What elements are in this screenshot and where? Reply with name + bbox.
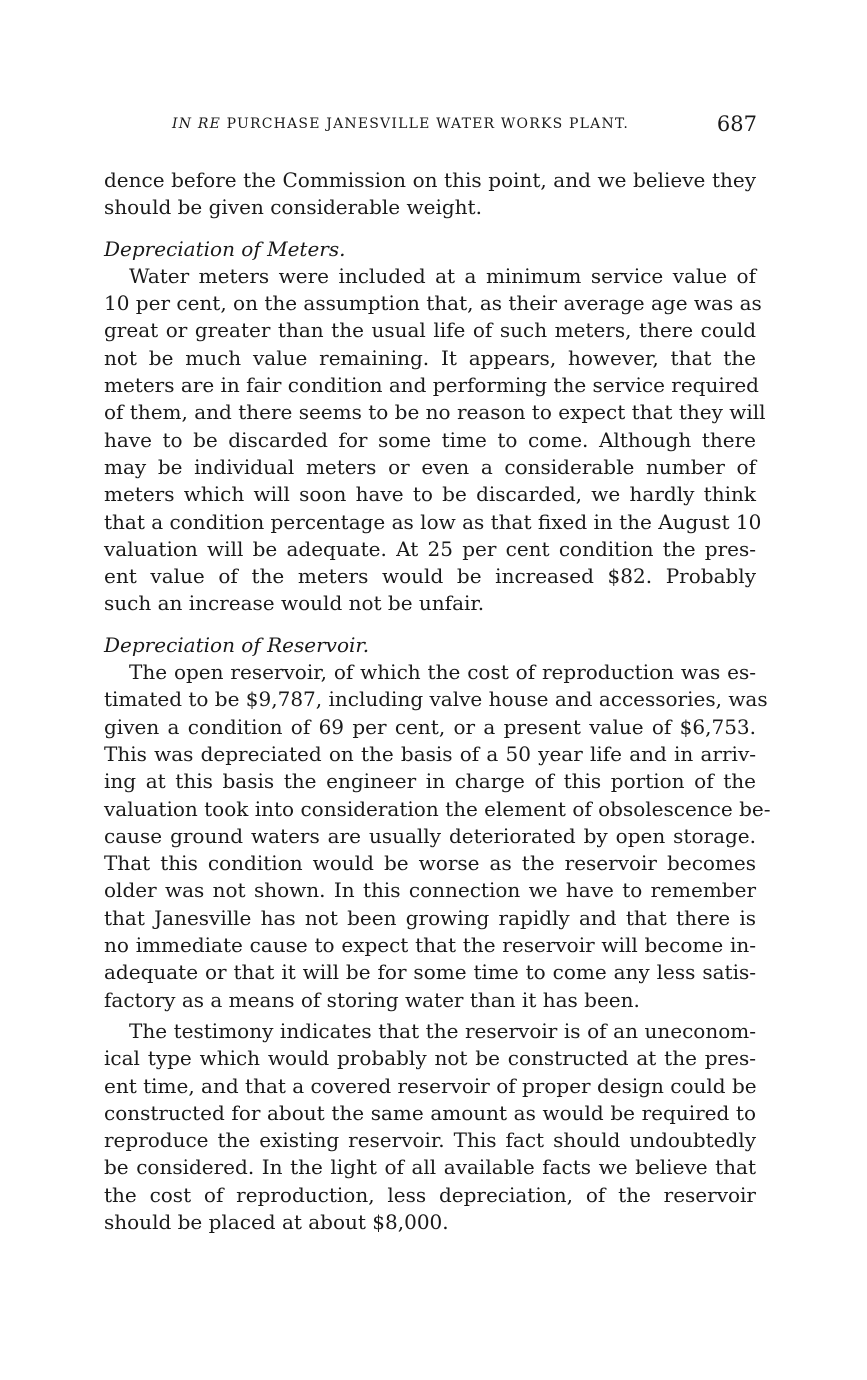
text-line: meters are in fair condition and performing the service required (104, 373, 759, 398)
text-line: ing at this basis the engineer in charge of this portion of the (104, 769, 756, 794)
meters-paragraph (104, 263, 766, 618)
text-line: ent time, and that a covered reservoir of proper design could be (104, 1073, 757, 1098)
text-line: The testimony indicates that the reservoir is of an uneconom- (129, 1018, 756, 1043)
text-line: may be individual meters or even a considerable number of (104, 454, 756, 479)
text-line: Water meters were included at a minimum service value of (129, 263, 756, 288)
text-line: valuation took into consideration the element of obsolescence be- (104, 796, 771, 821)
section-heading-reservoir: Depreciation of Reservoir. (104, 632, 370, 657)
text-line: such an increase would not be unfair. (104, 591, 485, 616)
section-heading-meters: Depreciation of Meters. (104, 236, 346, 261)
text-line: dence before the Commission on this point, and we believe they (104, 168, 756, 192)
text-line: ical type which would probably not be constructed at the pres- (104, 1046, 756, 1071)
text-line: reproduce the existing reservoir. This fact should undoubtedly (104, 1128, 756, 1153)
running-title-italic: IN RE (172, 116, 221, 132)
section-meters (104, 236, 766, 618)
text-line: That this condition would be worse as the reservoir becomes (104, 851, 756, 876)
text-line: given a condition of 69 per cent, or a present value of $6,753. (104, 714, 756, 739)
text-line: This was depreciated on the basis of a 50 year life and in arriv- (104, 741, 756, 766)
reservoir-paragraph-1 (104, 659, 771, 1014)
text-line: timated to be $9,787, including valve house and accessories, was (104, 687, 768, 712)
section-reservoir (104, 632, 771, 1237)
text-line: of them, and there seems to be no reason to expect that they will (104, 400, 766, 425)
text-line: adequate or that it will be for some time to come any less satis- (104, 960, 756, 985)
text-line: ent value of the meters would be increased $82. Probably (104, 564, 756, 589)
text-line: meters which will soon have to be discarded, we hardly think (104, 482, 756, 507)
body-text (104, 167, 771, 1236)
text-line: the cost of reproduction, less depreciation, of the reservoir (104, 1182, 756, 1207)
page-number: 687 (716, 112, 757, 136)
text-line: factory as a means of storing water than it has been. (104, 987, 640, 1012)
text-line: no immediate cause to expect that the reservoir will become in- (104, 933, 756, 958)
text-line: great or greater than the usual life of such meters, there could (104, 318, 756, 343)
intro-paragraph (104, 167, 756, 222)
text-line: be considered. In the light of all available facts we believe that (104, 1155, 756, 1180)
text-line: older was not shown. In this connection we have to remember (104, 878, 756, 903)
text-line: not be much value remaining. It appears, however, that the (104, 345, 756, 370)
text-line: cause ground waters are usually deteriorated by open storage. (104, 823, 756, 848)
running-header (172, 112, 757, 142)
text-line: have to be discarded for some time to come. Although there (104, 427, 756, 452)
text-line: that a condition percentage as low as that fixed in the August 10 (104, 509, 762, 534)
running-title (172, 116, 629, 132)
running-title-text: PURCHASE JANESVILLE WATER WORKS PLANT. (226, 116, 630, 132)
text-line: 10 per cent, on the assumption that, as their average age was as (104, 291, 762, 316)
text-line: constructed for about the same amount as would be required to (104, 1100, 756, 1125)
text-line: that Janesville has not been growing rapidly and that there is (104, 905, 756, 930)
text-line: should be given considerable weight. (104, 195, 482, 220)
text-line: The open reservoir, of which the cost of reproduction was es- (129, 660, 756, 685)
text-line: should be placed at about $8,000. (104, 1209, 449, 1234)
text-line: valuation will be adequate. At 25 per cent condition the pres- (104, 536, 756, 561)
reservoir-paragraph-2 (104, 1018, 756, 1236)
